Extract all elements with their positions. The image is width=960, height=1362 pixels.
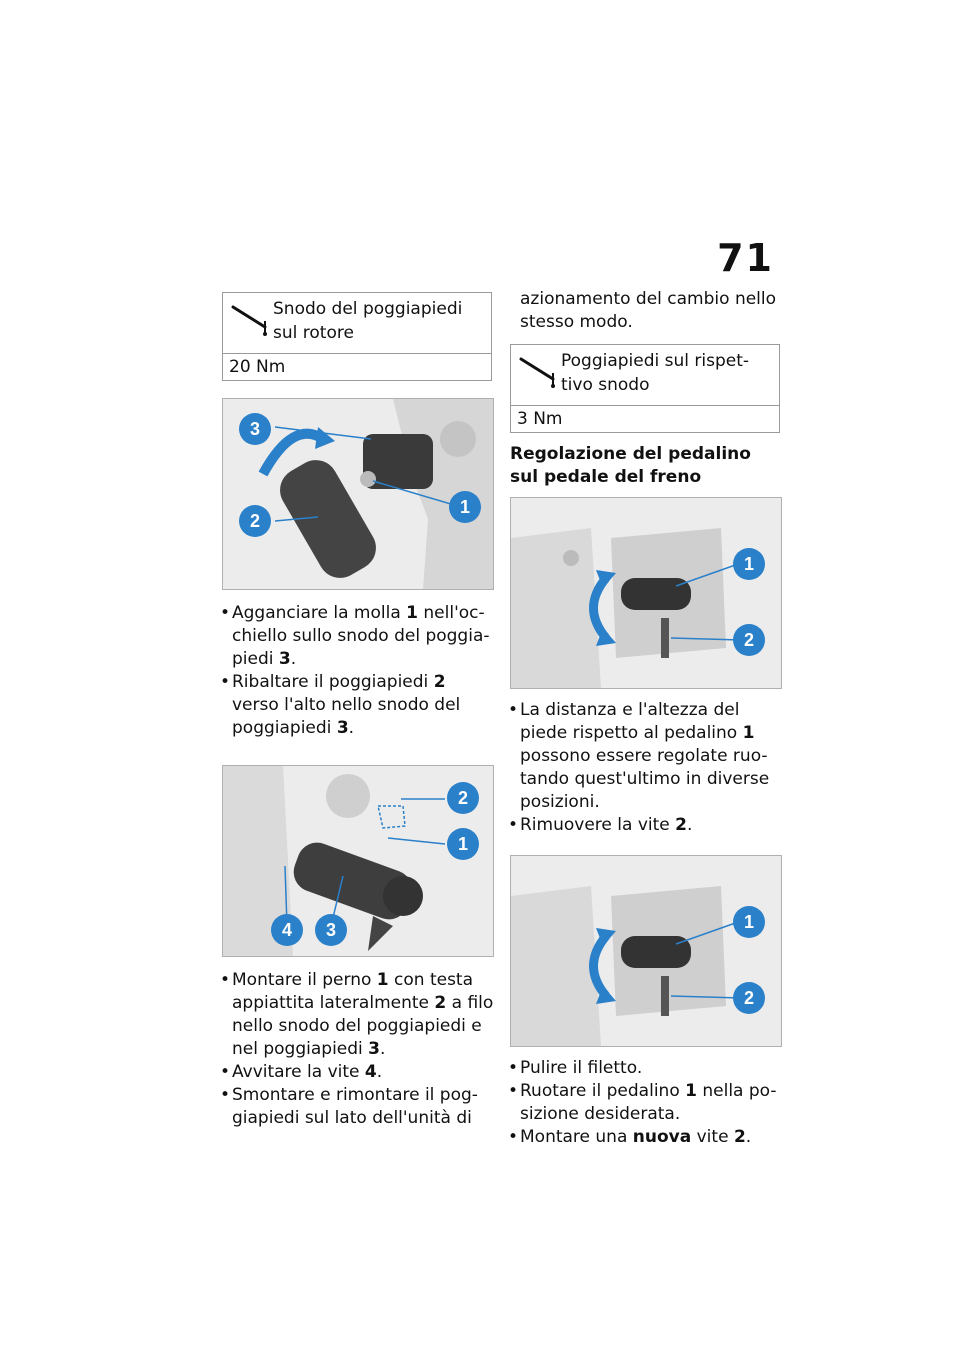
brake-pedal-figure-1 bbox=[510, 497, 782, 689]
list-item: • Montare il perno 1 con testa appiattita lateralmente 2 a filo nello snodo del poggiapiedi e nel poggiapiedi 3. bbox=[222, 969, 494, 1061]
torque-wrench-icon bbox=[517, 353, 561, 389]
torque-value: 20 Nm bbox=[229, 357, 286, 377]
callout-3: 3 bbox=[239, 413, 271, 445]
right-column bbox=[510, 289, 782, 1149]
section-title: Regolazione del pedalino sul pedale del freno bbox=[510, 444, 751, 487]
torque-label: Poggiapiedi sul rispet-tivo snodo bbox=[561, 351, 750, 395]
footrest-figure-2 bbox=[222, 765, 494, 957]
callout-2: 2 bbox=[733, 982, 765, 1014]
callout-4: 4 bbox=[271, 914, 303, 946]
list-item: • Smontare e rimontare il pog-giapiedi sul lato dell'unità di bbox=[222, 1084, 494, 1130]
page-number: 71 bbox=[717, 236, 774, 280]
callout-1: 1 bbox=[733, 548, 765, 580]
list-item: • Avvitare la vite 4. bbox=[222, 1061, 494, 1084]
callout-1: 1 bbox=[447, 828, 479, 860]
callout-2: 2 bbox=[239, 505, 271, 537]
step-list bbox=[510, 699, 782, 837]
brake-pedal-illustration bbox=[511, 856, 781, 1046]
brake-pedal-figure-2 bbox=[510, 855, 782, 1047]
torque-spec-box bbox=[510, 344, 780, 433]
torque-value: 3 Nm bbox=[517, 409, 563, 429]
list-item: • La distanza e l'altezza del piede rispetto al pedalino 1 possono essere regolate ruo-tando quest'ultimo in diverse posizioni. bbox=[510, 699, 782, 814]
list-item: • Ribaltare il poggiapiedi 2 verso l'alto nello snodo del poggiapiedi 3. bbox=[222, 671, 494, 740]
callout-1: 1 bbox=[733, 906, 765, 938]
footrest-figure-1 bbox=[222, 398, 494, 590]
step-list bbox=[222, 602, 494, 740]
torque-spec-box bbox=[222, 292, 492, 381]
callout-2: 2 bbox=[447, 782, 479, 814]
torque-label: Snodo del poggiapiedi sul rotore bbox=[273, 299, 463, 343]
continuation-text: azionamento del cambio nello stesso modo. bbox=[520, 289, 777, 332]
torque-wrench-icon bbox=[229, 301, 273, 337]
list-item: • Ruotare il pedalino 1 nella po-sizione desiderata. bbox=[510, 1080, 782, 1126]
step-list bbox=[510, 1057, 782, 1149]
list-item: • Agganciare la molla 1 nell'oc-chiello sullo snodo del poggia-piedi 3. bbox=[222, 602, 494, 671]
list-item: • Rimuovere la vite 2. bbox=[510, 814, 782, 837]
callout-3: 3 bbox=[315, 914, 347, 946]
callout-2: 2 bbox=[733, 624, 765, 656]
step-list bbox=[222, 969, 494, 1130]
brake-pedal-illustration bbox=[511, 498, 781, 688]
list-item: • Pulire il filetto. bbox=[510, 1057, 782, 1080]
left-column bbox=[222, 292, 494, 1130]
list-item: • Montare una nuova vite 2. bbox=[510, 1126, 782, 1149]
callout-1: 1 bbox=[449, 491, 481, 523]
